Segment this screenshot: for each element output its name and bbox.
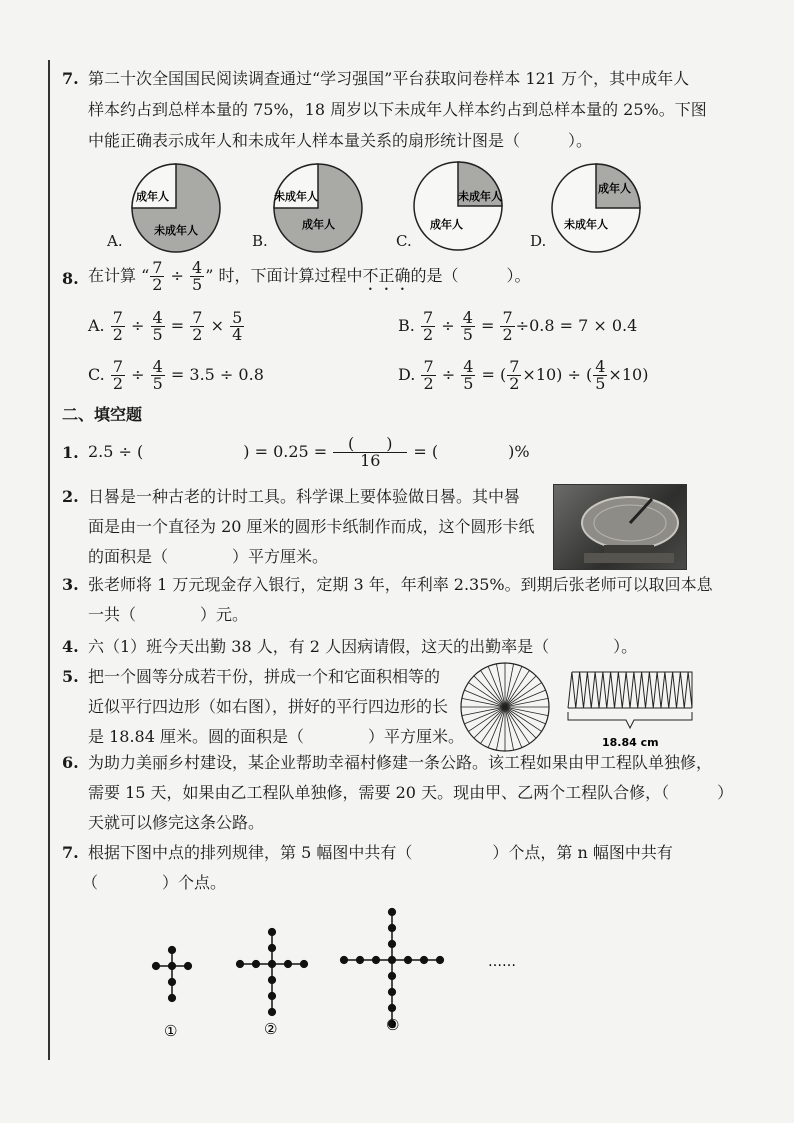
- q8d-d2: 5: [463, 374, 474, 393]
- dot-pattern-ellipsis: ……: [488, 954, 516, 970]
- dot-pattern-figures: [140, 900, 540, 1050]
- option-c-label: C.: [396, 232, 412, 250]
- pattern-dot: [372, 956, 379, 963]
- q8-stem-pre: 在计算 “: [88, 266, 150, 285]
- parallelogram-zigzag: [568, 672, 692, 708]
- pattern-dot: [388, 924, 395, 931]
- pattern-dot: [356, 956, 363, 963]
- q8-den-2: 5: [192, 275, 203, 294]
- pie-chart-a: [130, 162, 222, 254]
- pie-chart-c: [412, 160, 504, 252]
- fill-3-line-2: 一共（ ）元。: [88, 605, 249, 624]
- q8d-rest-c: ×10): [608, 365, 649, 384]
- question-7-line-2: 样本约占到总样本量的 75%，18 周岁以下未成年人样本约占到总样本量的 25%。下图: [88, 100, 707, 119]
- f1-mid: ) = 0.25 =: [243, 442, 328, 461]
- pattern-dot: [388, 1004, 395, 1011]
- pie-a-slice-label: 成年人: [136, 190, 169, 203]
- q8c-d1: 2: [112, 374, 124, 393]
- sundial-photo: [553, 484, 687, 570]
- q8-num: 7: [152, 258, 163, 277]
- f1-post: = (: [413, 442, 439, 461]
- pattern-dot: [236, 960, 243, 967]
- q8b-n2: 4: [462, 308, 473, 327]
- question-7-number: 7.: [62, 69, 79, 88]
- fill-5-line-3: 是 18.84 厘米。圆的面积是（ ）平方厘米。: [88, 727, 464, 746]
- f1-fraction: [333, 436, 407, 469]
- pie-chart-d: [550, 162, 642, 254]
- q8-stem-post: ” 时，下面计算过程中: [205, 266, 363, 285]
- fill-2-number: 2.: [62, 487, 79, 506]
- q8a-op: ×: [210, 316, 224, 335]
- q8a-d1: 2: [112, 325, 123, 344]
- q8b-n3: 7: [502, 308, 513, 327]
- parallelogram-length-label: 18.84 cm: [602, 736, 659, 749]
- q8-option-d-label: D.: [398, 365, 416, 384]
- fill-3-number: 3.: [62, 575, 79, 594]
- pattern-dot: [268, 944, 275, 951]
- pattern-dot: [168, 978, 175, 985]
- figure-label-2: ②: [264, 1020, 278, 1038]
- option-b-label: B.: [252, 232, 268, 250]
- pattern-dot: [152, 962, 159, 969]
- q8-option-d: D. $\frac{7}{2}$ ÷ $\frac{4}{5}$ = ( $\frac{7}{2}$ ×10) ÷ ( $\frac{4}{5}$ ×10): [398, 357, 649, 393]
- pattern-dot: [388, 908, 395, 915]
- q8-option-c: C. $\frac{7}{2}$ ÷ $\frac{4}{5}$ = 3.5 ÷ 0.8: [88, 357, 264, 393]
- q8d-n3: 7: [509, 357, 520, 376]
- question-8-stem: 在计算 “ $\frac{7}{2}$ ÷ $\frac{4}{5}$ ” 时，下面计算过程中不正确的是（ ）。: [88, 258, 531, 294]
- q8-option-b-label: B.: [398, 316, 415, 335]
- q8-stem-end: 的是（ ）。: [410, 266, 531, 285]
- q8-den: 2: [152, 275, 163, 294]
- q8b-n1: 7: [422, 308, 434, 327]
- parallelogram-figure: [562, 666, 698, 752]
- pattern-dot: [388, 988, 395, 995]
- q8d-n1: 7: [423, 357, 434, 376]
- pattern-dot: [168, 946, 175, 953]
- q8-stem-emphasis: 不正确: [362, 266, 411, 285]
- question-7-line-1: 第二十次全国国民阅读调查通过“学习强国”平台获取问卷样本 121 万个，其中成年人: [88, 69, 690, 88]
- question-7-line-3: 中能正确表示成年人和未成年人样本量关系的扇形统计图是（ ）。: [88, 131, 593, 150]
- f1-end: )%: [508, 442, 530, 461]
- q8b-rest: ÷0.8 = 7 × 0.4: [515, 316, 638, 335]
- q8d-d4: 5: [595, 374, 606, 393]
- pattern-dot: [168, 994, 175, 1001]
- pattern-dot: [168, 962, 175, 969]
- pie-b-slice-label: 未成年人: [274, 190, 318, 203]
- fill-5-line-1: 把一个圆等分成若干份，拼成一个和它面积相等的: [88, 667, 441, 686]
- pattern-dot: [388, 956, 395, 963]
- q8-frac-7-2: [150, 260, 164, 293]
- fill-2-line-2: 面是由一个直径为 20 厘米的圆形卡纸制作而成，这个圆形卡纸: [88, 517, 535, 536]
- pattern-dot: [284, 960, 291, 967]
- pattern-dot: [268, 976, 275, 983]
- question-8-number: 8.: [62, 269, 79, 288]
- pie-chart-b: [272, 162, 364, 254]
- fill-6-line-1: 为助力美丽乡村建设，某企业帮助幸福村修建一条公路。该工程如果由甲工程队单独修，: [88, 753, 713, 772]
- q8-option-a: A. $\frac{7}{2}$ ÷ $\frac{4}{5}$ = $\frac{7}{2}$ × $\frac{5}{4}$: [88, 308, 243, 344]
- q8d-n4: 4: [595, 357, 606, 376]
- binding-margin-line: [48, 60, 50, 1060]
- q8-option-b: B. $\frac{7}{2}$ ÷ $\frac{4}{5}$ = $\frac{7}{2}$ ÷0.8 = 7 × 0.4: [398, 308, 638, 344]
- q8a-n3: 7: [192, 308, 203, 327]
- fill-6-line-2: 需要 15 天，如果由乙工程队单独修，需要 20 天。现由甲、乙两个工程队合修，（ ）: [88, 783, 734, 802]
- pie-d-slice-label: 成年人: [598, 182, 631, 195]
- q8a-n4: 5: [232, 308, 243, 327]
- pie-c-slice-label: 未成年人: [458, 190, 502, 203]
- q8-option-c-label: C.: [88, 365, 105, 384]
- pattern-dot: [420, 956, 427, 963]
- figure-label-1: ①: [164, 1022, 178, 1040]
- pie-c-rest-label: 成年人: [430, 218, 463, 231]
- fill-6-number: 6.: [62, 753, 79, 772]
- q8d-d1: 2: [423, 374, 434, 393]
- fill-1-line: [88, 432, 530, 472]
- pie-b-rest-label: 成年人: [302, 218, 335, 231]
- q8b-d2: 5: [462, 325, 473, 344]
- pattern-dot: [268, 992, 275, 999]
- pattern-dot: [388, 940, 395, 947]
- q8-frac-4-5: [190, 260, 204, 293]
- pattern-dot: [340, 956, 347, 963]
- pattern-dot: [252, 960, 259, 967]
- q8d-d3: 2: [509, 374, 520, 393]
- fill-2-line-1: 日晷是一种古老的计时工具。科学课上要体验做日晷。其中晷: [88, 487, 521, 506]
- fill-2-line-3: 的面积是（ ）平方厘米。: [88, 547, 329, 566]
- q8a-d2: 5: [152, 325, 163, 344]
- fill-7-line-1: 根据下图中点的排列规律，第 5 幅图中共有（ ）个点，第 n 幅图中共有: [88, 843, 673, 862]
- fill-5-line-2: 近似平行四边形（如右图），拼好的平行四边形的长: [88, 697, 449, 716]
- option-d-label: D.: [530, 232, 547, 250]
- q8d-rest-a: = (: [481, 365, 507, 384]
- q8c-rest: = 3.5 ÷ 0.8: [170, 365, 264, 384]
- figure-label-3: ③: [386, 1016, 400, 1034]
- pattern-dot: [300, 960, 307, 967]
- fill-5-number: 5.: [62, 667, 79, 686]
- option-a-label: A.: [107, 232, 123, 250]
- q8-num-2: 4: [192, 258, 203, 277]
- q8a-n2: 4: [152, 308, 163, 327]
- q8a-d4: 4: [232, 325, 243, 344]
- fill-4-line-1: 六（1）班今天出勤 38 人，有 2 人因病请假，这天的出勤率是（ ）。: [88, 637, 638, 656]
- fill-3-line-1: 张老师将 1 万元现金存入银行，定期 3 年，年利率 2.35%。到期后张老师可以取回本息: [88, 575, 713, 594]
- q8a-eq: =: [170, 316, 185, 335]
- pattern-dot: [268, 1008, 275, 1015]
- q8b-d1: 2: [422, 325, 434, 344]
- q8d-rest-b: ×10) ÷ (: [522, 365, 593, 384]
- pattern-dot: [388, 972, 395, 979]
- divided-circle-figure: [458, 660, 552, 754]
- pattern-dot: [436, 956, 443, 963]
- fill-6-line-3: 天就可以修完这条公路。: [88, 813, 265, 832]
- f1-den: 16: [360, 451, 381, 470]
- q8c-n2: 4: [152, 357, 163, 376]
- fill-7-number: 7.: [62, 843, 79, 862]
- q8c-d2: 5: [152, 374, 163, 393]
- pattern-dot: [268, 928, 275, 935]
- section-2-title: 二、填空题: [62, 405, 143, 424]
- f1-frac-blank[interactable]: ( ): [333, 436, 407, 453]
- fill-1-number: 1.: [62, 443, 79, 462]
- pattern-dot: [268, 960, 275, 967]
- fill-7-line-2: （ ）个点。: [82, 873, 227, 892]
- q8-option-a-label: A.: [88, 316, 105, 335]
- q8c-n1: 7: [112, 357, 124, 376]
- q8a-n1: 7: [112, 308, 123, 327]
- q8a-d3: 2: [192, 325, 203, 344]
- fill-4-number: 4.: [62, 637, 79, 656]
- q8d-n2: 4: [463, 357, 474, 376]
- pattern-dot: [404, 956, 411, 963]
- pattern-dot: [184, 962, 191, 969]
- q8b-d3: 2: [502, 325, 513, 344]
- pie-d-rest-label: 未成年人: [564, 218, 608, 231]
- f1-pre: 2.5 ÷ (: [88, 442, 144, 461]
- pie-a-rest-label: 未成年人: [154, 224, 198, 237]
